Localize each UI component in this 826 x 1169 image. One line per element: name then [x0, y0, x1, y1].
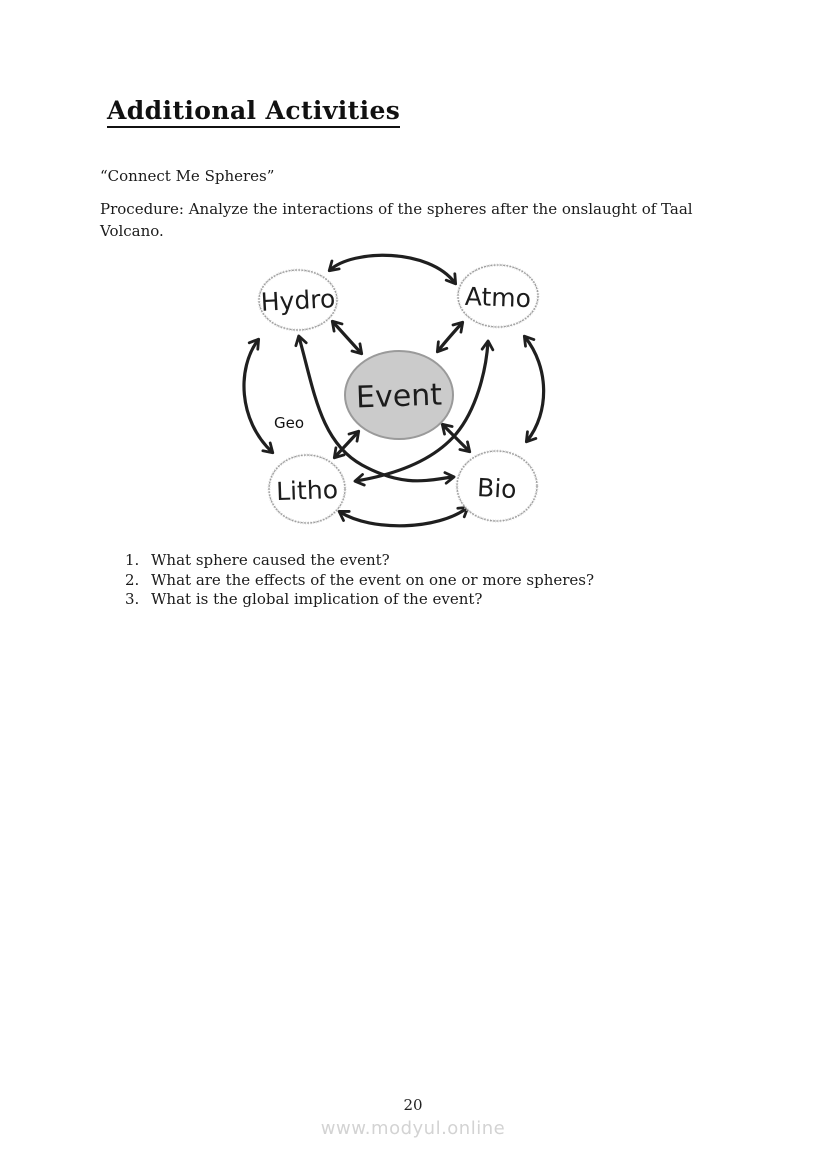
arrow-litho-bio: [340, 508, 467, 526]
procedure-line-2: Volcano.: [100, 222, 164, 240]
arrow-event-bio: [443, 425, 469, 451]
geo-label: Geo: [273, 414, 305, 432]
arrow-hydro-atmo: [330, 255, 455, 283]
arrow-atmo-event: [438, 323, 462, 351]
question-number: 2.: [125, 570, 140, 589]
activity-name: “Connect Me Spheres”: [100, 167, 275, 185]
question-text: What are the effects of the event on one or more spheres?: [151, 570, 595, 589]
page-number: 20: [403, 1096, 423, 1114]
node-hydro: [259, 270, 337, 330]
node-litho-label: Litho: [275, 474, 339, 507]
node-atmo: [458, 265, 538, 327]
question-item: [125, 590, 594, 610]
question-text: What is the global implication of the event?: [151, 590, 483, 608]
procedure-text: [100, 198, 720, 242]
question-item: [125, 551, 594, 571]
page-title: Additional Activities: [107, 96, 400, 128]
arrow-hydro-litho: [244, 340, 272, 452]
watermark: www.modyul.online: [320, 1118, 506, 1139]
question-number: 3.: [125, 590, 140, 608]
questions-list: [125, 551, 594, 610]
diagram-svg: [233, 246, 557, 538]
node-litho: [269, 455, 345, 523]
question-item: [125, 571, 594, 591]
node-atmo-label: Atmo: [464, 281, 532, 314]
procedure-line-1: Procedure: Analyze the interactions of the spheres after the onslaught of Taal: [100, 200, 693, 218]
node-hydro-label: Hydro: [260, 284, 336, 317]
question-text: What sphere caused the event?: [151, 551, 390, 569]
node-event-label: Event: [355, 377, 443, 416]
arrow-hydro-event: [333, 322, 361, 353]
node-bio-label: Bio: [476, 472, 518, 505]
arrow-atmo-bio: [525, 337, 544, 441]
spheres-interaction-diagram: [233, 246, 557, 538]
question-number: 1.: [125, 551, 140, 569]
node-event: [345, 351, 453, 439]
diagram-nodes: [259, 265, 538, 523]
node-bio: [457, 451, 537, 521]
